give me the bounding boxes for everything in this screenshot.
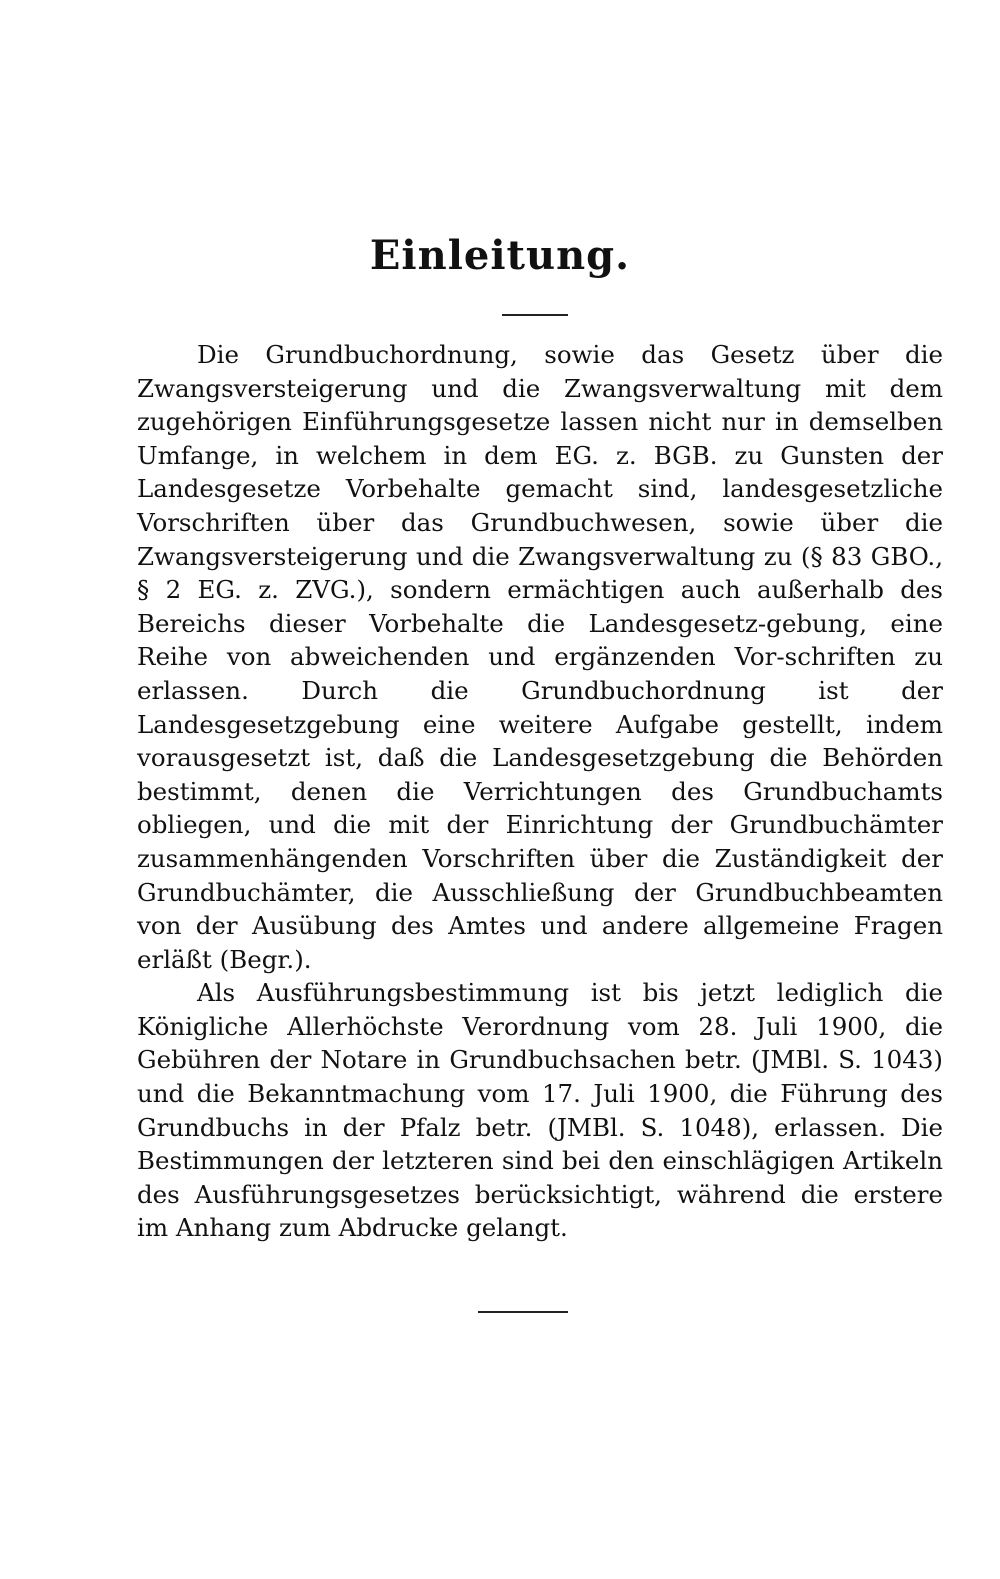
paragraph-1: Die Grundbuchordnung, sowie das Gesetz über die Zwangsversteigerung und die Zwangsverwaltung mit dem zugehörigen Einführungsgesetze lassen nicht nur in demselben Umfange, in welchem in dem EG. z. BGB. zu Gunsten der Landesgesetze Vorbehalte gemacht sind, landesgesetzliche Vorschriften über das Grundbuchwesen, sowie über die Zwangsversteigerung und die Zwangsverwaltung zu (§ 83 GBO., § 2 EG. z. ZVG.), sondern ermächtigen auch außerhalb des Bereichs dieser Vorbehalte die Landesgesetz-gebung, eine Reihe von abweichenden und ergänzenden Vor-schriften zu erlassen. Durch die Grundbuchordnung ist der Landesgesetzgebung eine weitere Aufgabe gestellt, indem vorausgesetzt ist, daß die Landesgesetzgebung die Behörden bestimmt, denen die Verrichtungen des Grundbuchamts obliegen, und die mit der Einrichtung der Grundbuchämter zusammenhängenden Vorschriften über die Zuständigkeit der Grundbuchämter, die Ausschließung der Grundbuchbeamten von der Ausübung des Amtes und andere allgemeine Fragen erläßt (Begr.). <box>137 340 943 974</box>
title-divider <box>502 314 568 316</box>
page-title: Einleitung. <box>369 232 631 279</box>
paragraph-2: Als Ausführungsbestimmung ist bis jetzt lediglich die Königliche Allerhöchste Verordnung vom 28. Juli 1900, die Gebühren der Notare in Grundbuchsachen betr. (JMBl. S. 1043) und die Bekanntmachung vom 17. Juli 1900, die Führung des Grundbuchs in der Pfalz betr. (JMBl. S. 1048), erlassen. Die Bestimmungen der letzteren sind bei den einschlägigen Artikeln des Ausführungsgesetzes berücksichtigt, während die erstere im Anhang zum Abdrucke gelangt. <box>137 978 943 1243</box>
closing-divider <box>478 1311 568 1313</box>
body-text <box>137 338 943 1245</box>
